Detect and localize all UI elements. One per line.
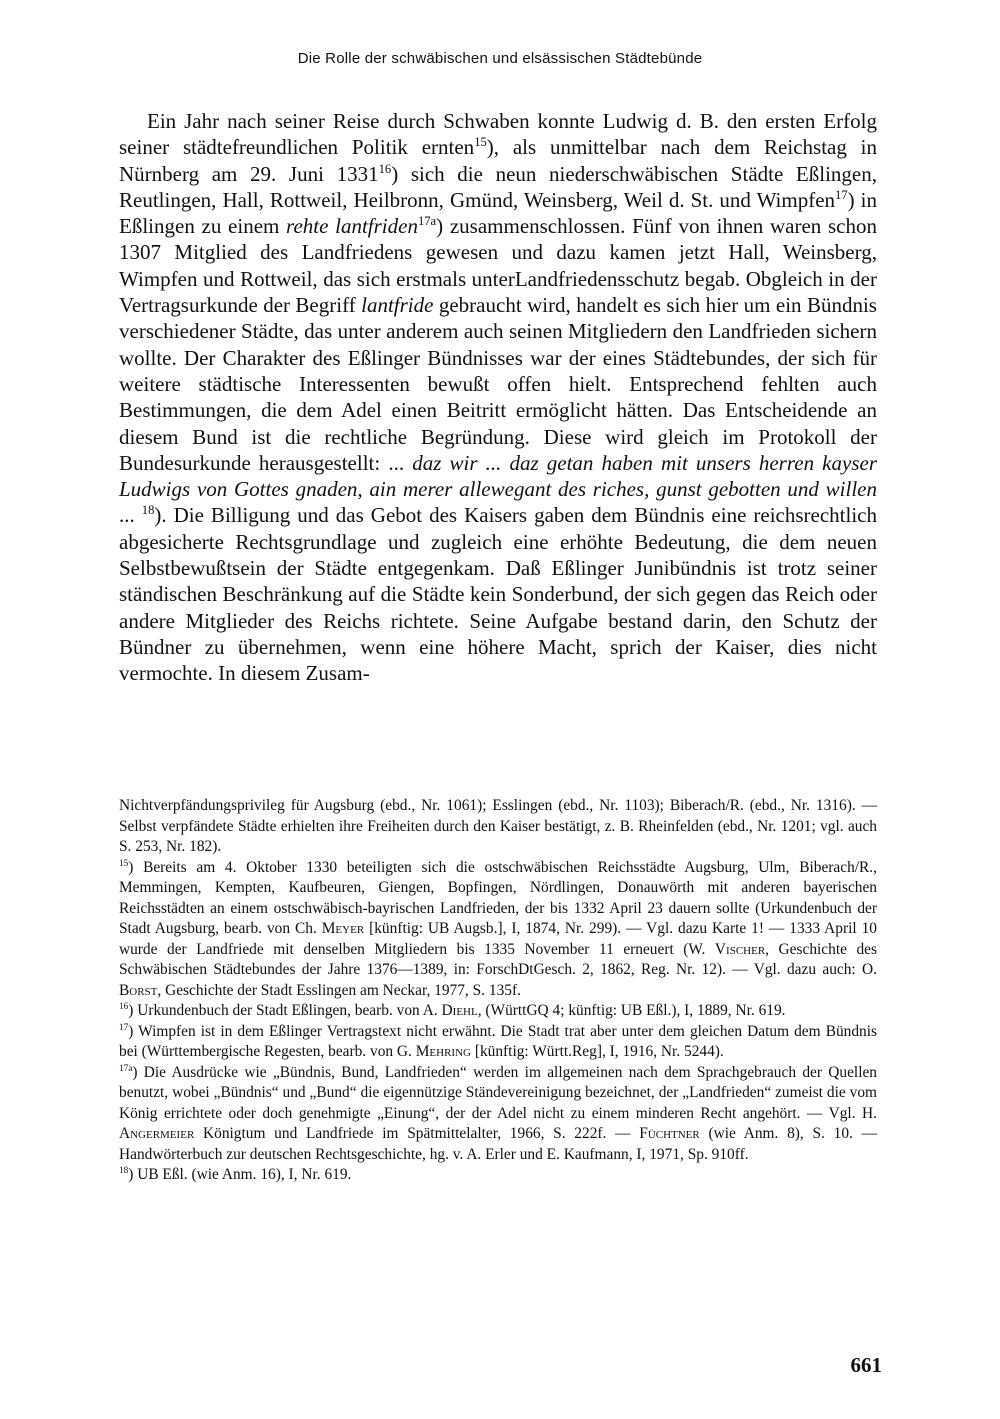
- footnote-mark: 17: [119, 1021, 129, 1032]
- running-header: Die Rolle der schwäbischen und elsässischen Städtebünde: [297, 50, 703, 67]
- author-name: Füchtner: [639, 1125, 700, 1142]
- text-run: ), als unmittelbar nach dem Reichstag in Nürnberg am 29. Juni 1331: [119, 135, 877, 186]
- text-run: , Geschichte des Schwäbischen Städtebundes der Jahre 1376—1389, in: ForschDtGesch. 2, 1862, Reg. Nr. 12). — Vgl. dazu auch: O.: [119, 940, 877, 978]
- page-number: 661: [850, 1353, 882, 1377]
- text-run: ) zusammenschlossen. Fünf von ihnen waren schon 1307 Mitglied des Landfriedens gewesen und dazu kamen jetzt Hall, Weinsberg, Wimpfen und Rottweil, das sich erstmals unterLandfriedensschutz begab. Obgleich in der Vertragsurkunde der Begriff: [119, 214, 877, 318]
- footnote-mark: 16: [119, 1000, 129, 1011]
- text-run: Ein Jahr nach seiner Reise durch Schwaben konnte Ludwig d. B. den ersten Erfolg seiner städtefreundlichen Politik ernten: [119, 109, 877, 160]
- author-name: Meyer: [321, 920, 365, 937]
- text-run: ) Die Ausdrücke wie „Bündnis, Bund, Landfrieden“ werden im allgemeinen nach dem Sprachgebrauch der Quellen benutzt, wobei „Bündnis“ und „Bund“ die eigennützige Ständevereinigung bezeichnet, der „Landfrieden“ zumeist die vom König errichtete oder doch genehmigte „Einung“, der der Adel nicht zu einem minderen Recht angehört. — Vgl. H.: [119, 1063, 877, 1122]
- text-run: ) Urkundenbuch der Stadt Eßlingen, bearb. von A.: [128, 1002, 442, 1019]
- footnote-16: [119, 1001, 877, 1022]
- author-name: Mehring: [415, 1043, 471, 1060]
- text-run: ) sich die neun niederschwäbischen Städte Eßlingen, Reutlingen, Hall, Rottweil, Heilbronn, Gmünd, Weinsberg, Weil d. St. und Wimpfen: [119, 161, 878, 212]
- footnote-ref-18[interactable]: 18: [141, 503, 155, 518]
- text-run: ) Wimpfen ist in dem Eßlinger Vertragstext nicht erwähnt. Die Stadt trat aber unter dem gleichen Datum dem Bündnis bei (Württembergische Regesten, bearb. von G.: [119, 1022, 877, 1060]
- italic-term: lantfride: [361, 293, 434, 318]
- footnote-ref-15[interactable]: 15: [474, 135, 487, 150]
- footnote-15: [119, 858, 877, 1002]
- footnote-mark: 18: [119, 1164, 129, 1175]
- text-run: ). Die Billigung und das Gebot des Kaisers gaben dem Bündnis eine reichsrechtlich abgesicherte Rechtsgrundlage und zugleich eine erhöhte Bedeutung, die dem neuen Selbstbewußtsein der Städte entgegenkam. Daß Eßlinger Junibündnis ist trotz seiner ständischen Beschränkung auf die Städte kein Sonderbund, der sich gegen das Reich oder andere Mitglieder des Reichs richtete. Seine Aufgabe bestand darin, den Schutz der Bündner zu übernehmen, wenn eine höhere Macht, sprich der Kaiser, dies nicht vermochte. In diesem Zusam-: [119, 503, 877, 686]
- text-run: Königtum und Landfriede im Spätmittelalter, 1966, S. 222f. —: [194, 1125, 640, 1142]
- text-run: ) in Eßlingen zu einem: [119, 187, 878, 239]
- footnote-continued: Nichtverpfändungsprivileg für Augsburg (ebd., Nr. 1061); Esslingen (ebd., Nr. 1103); Biberach/R. (ebd., Nr. 1316). — Selbst verpfändete Städte erhielten ihre Freiheiten durch den Kaiser bestätigt, z. B. Rheinfelden (ebd., Nr. 1201; vgl. auch S. 253, Nr. 182).: [119, 797, 877, 855]
- footnote-ref-17a[interactable]: 17a: [417, 214, 437, 229]
- text-run: , Geschichte der Stadt Esslingen am Neckar, 1977, S. 135f.: [157, 981, 521, 999]
- italic-quote: daz wir ... daz getan haben mit unsers herren kayser Ludwigs von Gottes gnaden, ain merer allewegant des riches, gunst gebotten und willen: [119, 450, 877, 502]
- author-name: Angermeier: [119, 1125, 195, 1142]
- text-run: ...: [119, 503, 142, 528]
- footnote-18: [119, 1165, 877, 1186]
- text-run: [künftig: Württ.Reg], I, 1916, Nr. 5244).: [471, 1043, 724, 1060]
- footnotes: [119, 796, 877, 1186]
- text-run: gebraucht wird, handelt es sich hier um ein Bündnis verschiedener Städte, das unter anderem auch seinen Mitgliedern den Landfrieden sichern wollte. Der Charakter des Eßlinger Bündnisses war der eines Städtebundes, der sich für weitere städtische Interessenten bewußt offen hielt. Entsprechend fehlten auch Bestimmungen, die dem Adel einen Beitritt ermöglicht hätten. Das Entscheidende an diesem Bund ist die rechtliche Begründung. Diese wird gleich im Protokoll der Bundesurkunde herausgestellt: ...: [119, 293, 877, 475]
- main-paragraph: [119, 108, 877, 687]
- footnote-17a: [119, 1063, 877, 1166]
- author-name: Borst: [119, 981, 158, 999]
- footnote-ref-16[interactable]: 16: [378, 161, 392, 176]
- footnote-mark: 17a: [119, 1062, 133, 1073]
- text-run: (wie Anm. 8), S. 10. — Handwörterbuch zur deutschen Rechtsgeschichte, hg. v. A. Erler und E. Kaufmann, I, 1971, Sp. 910ff.: [119, 1125, 877, 1163]
- text-run: , (WürttGQ 4; künftig: UB Eßl.), I, 1889, Nr. 619.: [477, 1002, 786, 1019]
- footnote-17: [119, 1022, 877, 1063]
- footnote-ref-17[interactable]: 17: [835, 187, 848, 202]
- main-text: [119, 108, 877, 687]
- footnote-mark: 15: [119, 857, 129, 868]
- author-name: Diehl: [441, 1002, 478, 1019]
- text-run: ) UB Eßl. (wie Anm. 16), I, Nr. 619.: [128, 1166, 352, 1183]
- author-name: Vischer: [714, 940, 766, 958]
- italic-term: rehte lantfriden: [286, 214, 418, 239]
- text-run: ) Bereits am 4. Oktober 1330 beteiligten sich die ostschwäbischen Reichsstädte Augsburg, Ulm, Biberach/R., Memmingen, Kempten, Kaufbeuren, Giengen, Bopfingen, Nördlingen, Donauwörth mit anderen bayerischen Reichsstädten an einem ostschwäbisch-bayrischen Landfrieden, der bis 1332 April 23 dauern sollte (Urkundenbuch der Stadt Augsburg, bearb. von Ch.: [119, 858, 877, 937]
- text-run: [künftig: UB Augsb.], I, 1874, Nr. 299). — Vgl. dazu Karte 1! — 1333 April 10 wurde der Landfriede mit denselben Mitgliedern bis 1335 November 11 erneuert (W.: [119, 920, 877, 958]
